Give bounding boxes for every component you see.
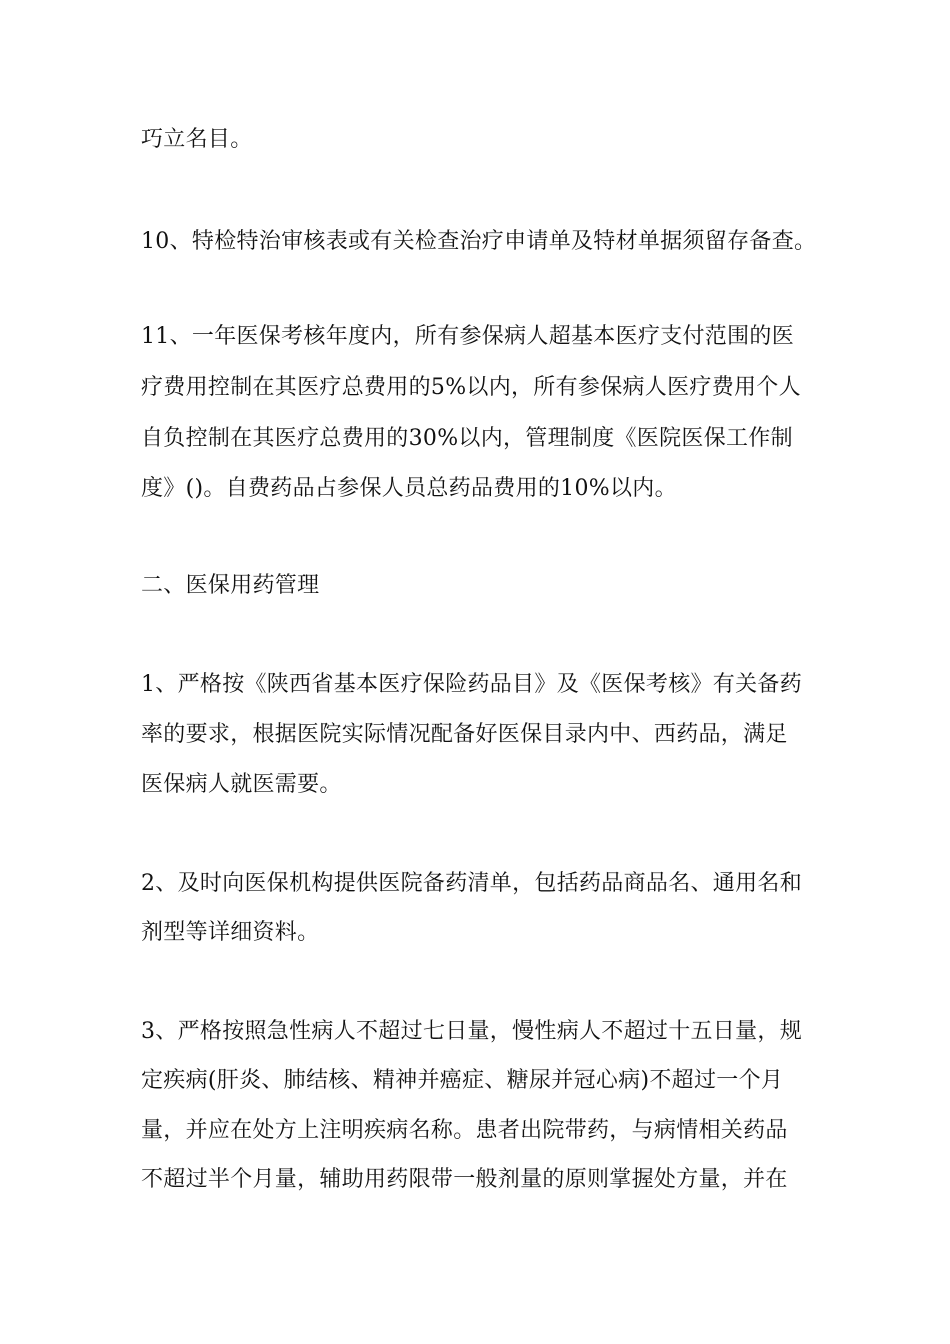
section-heading: 二、医保用药管理 <box>141 573 320 598</box>
paragraph-line: 3、严格按照急性病人不超过七日量，慢性病人不超过十五日量，规 <box>141 1019 802 1044</box>
paragraph-line: 定疾病(肝炎、肺结核、精神并癌症、糖尿并冠心病)不超过一个月 <box>141 1068 784 1093</box>
paragraph-line: 度》()。自费药品占参保人员总药品费用的10%以内。 <box>141 476 677 501</box>
paragraph-line: 疗费用控制在其医疗总费用的5%以内，所有参保病人医疗费用个人 <box>141 375 801 400</box>
paragraph-line: 巧立名目。 <box>141 127 253 152</box>
paragraph-line: 剂型等详细资料。 <box>141 920 320 945</box>
paragraph-line: 10、特检特治审核表或有关检查治疗申请单及特材单据须留存备查。 <box>141 229 817 254</box>
paragraph-line: 医保病人就医需要。 <box>141 772 342 797</box>
paragraph-line: 量，并应在处方上注明疾病名称。患者出院带药，与病情相关药品 <box>141 1118 788 1143</box>
paragraph-line: 率的要求，根据医院实际情况配备好医保目录内中、西药品，满足 <box>141 722 788 747</box>
paragraph-line: 自负控制在其医疗总费用的30%以内，管理制度《医院医保工作制 <box>141 426 793 451</box>
paragraph-line: 2、及时向医保机构提供医院备药清单，包括药品商品名、通用名和 <box>141 871 802 896</box>
paragraph-line: 1、严格按《陕西省基本医疗保险药品目》及《医保考核》有关备药 <box>141 672 802 697</box>
paragraph-line: 不超过半个月量，辅助用药限带一般剂量的原则掌握处方量，并在 <box>141 1167 788 1192</box>
paragraph-line: 11、一年医保考核年度内，所有参保病人超基本医疗支付范围的医 <box>141 324 794 349</box>
